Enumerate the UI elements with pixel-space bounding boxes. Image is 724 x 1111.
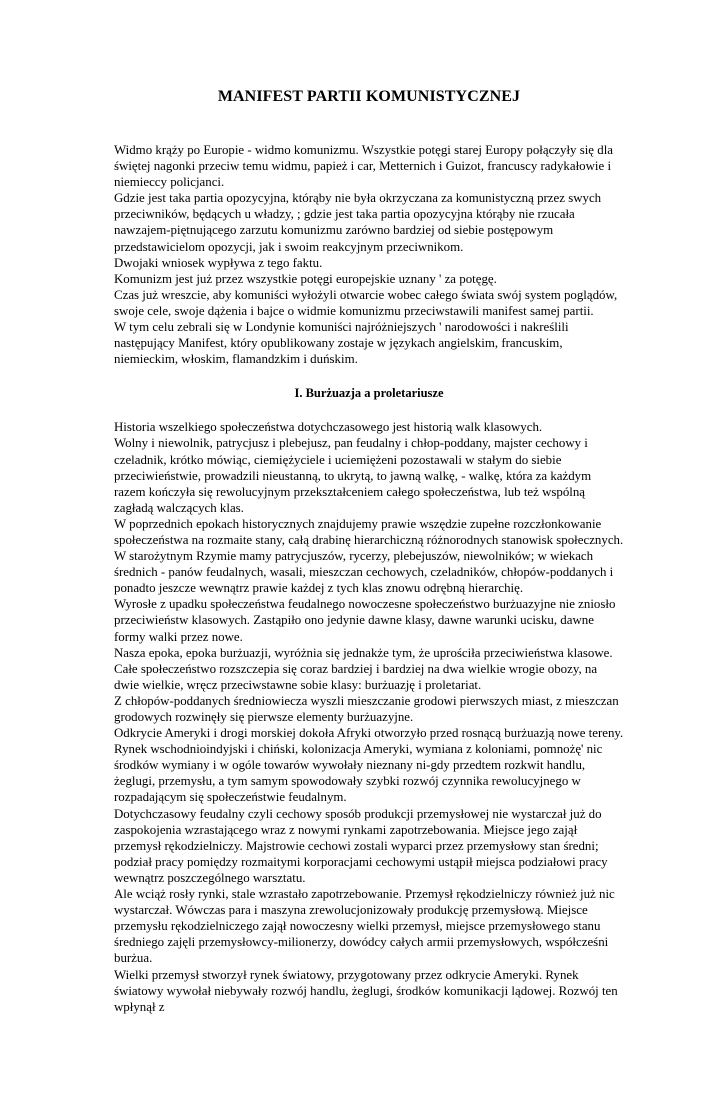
- body-paragraph: Dotychczasowy feudalny czyli cechowy sposób produkcji przemysłowej nie wystarczał już do zaspokojenia wzrastającego wraz z nowymi rynkami zapotrzebowania. Miejsce jego zajął przemysł rękodzielniczy. Majstrowie cechowi zostali wyparci przez przemysłowy stan średni; podział pracy pomiędzy rozmaitymi korporacjami cechowymi ustąpił miejsca podziałowi pracy wewnątrz poszczególnego warsztatu.: [114, 806, 608, 885]
- body-paragraph: Z chłopów-poddanych średniowiecza wyszli mieszczanie grodowi pierwszych miast, z mieszczan grodowych rozwinęły się pierwsze elementy burżuazyjne.: [114, 693, 619, 724]
- intro-paragraph: Czas już wreszcie, aby komuniści wyłożyli otwarcie wobec całego świata swój system poglądów, swoje cele, swoje dążenia i bajce o widmie komunizmu przeciwstawili manifest samej partii.: [114, 287, 618, 318]
- document-title: MANIFEST PARTII KOMUNISTYCZNEJ: [217, 88, 521, 105]
- intro-paragraph: Dwojaki wniosek wypływa z tego faktu.: [114, 255, 323, 270]
- section-body: [114, 419, 624, 1014]
- document-page: [0, 87, 724, 1111]
- intro-paragraph: Komunizm jest już przez wszystkie potęgi europejskie uznany ' za potęgę.: [114, 271, 497, 286]
- body-paragraph: W poprzednich epokach historycznych znajdujemy prawie wszędzie zupełne rozczłonkowanie społeczeństwa na rozmaite stany, całą drabinę hierarchiczną różnorodnych stanowisk społecznych. W starożytnym Rzymie mamy patrycjuszów, rycerzy, plebejuszów, niewolników; w wiekach średnich - panów feudalnych, wasali, mieszczan cechowych, czeladników, chłopów-poddanych i ponadto jeszcze wewnątrz prawie każdej z tych klas znowu odrębną hierarchię.: [114, 516, 624, 596]
- body-paragraph: Wyrosłe z upadku społeczeństwa feudalnego nowoczesne społeczeństwo burżuazyjne nie zniosło przeciwieństw klasowych. Zastąpiło ono jedynie dawne klasy, dawne warunki ucisku, dawne formy walki przez nowe.: [114, 597, 616, 644]
- intro-paragraph: Widmo krąży po Europie - widmo komunizmu. Wszystkie potęgi starej Europy połączyły się dla świętej nagonki przeciw temu widmu, papież i car, Metternich i Guizot, francuscy radykałowie i niemieccy policjanci.: [114, 143, 613, 190]
- body-paragraph: Odkrycie Ameryki i drogi morskiej dokoła Afryki otworzyło przed rosnącą burżuazją nowe tereny. Rynek wschodnioindyjski i chiński, kolonizacja Ameryki, wymiana z koloniami, pomnożę' nic środków wymiany i w ogóle towarów wywołały nieznany ni-gdy przedtem rozkwit handlu, żeglugi, przemysłu, a tym samym spowodowały szybki rozwój czynnika rewolucyjnego w rozpadającym się społeczeństwie feudalnym.: [114, 726, 624, 805]
- intro-paragraph: W tym celu zebrali się w Londynie komuniści najróżniejszych ' narodowości i nakreślili następujący Manifest, który opublikowany zostaje w językach angielskim, francuskim, niemieckim, włoskim, flamandzkim i duńskim.: [114, 320, 569, 367]
- intro-section: [114, 142, 624, 367]
- body-paragraph: Historia wszelkiego społeczeństwa dotychczasowego jest historią walk klasowych.: [114, 420, 543, 435]
- body-paragraph: Wielki przemysł stworzył rynek światowy, przygotowany przez odkrycie Ameryki. Rynek światowy wywołał niebywały rozwój handlu, żeglugi, środków komunikacji lądowej. Rozwój ten wpłynął z: [114, 967, 618, 1014]
- intro-paragraph: Gdzie jest taka partia opozycyjna, którąby nie była okrzyczana za komunistyczną przez swych przeciwników, będących u władzy, ; gdzie jest taka partia opozycyjna którąby nie rzucała nawzajem-piętnującego zarzutu komunizmu zarówno bardziej od siebie postępowym przedstawicielom opozycji, jak i swoim reakcyjnym przeciwnikom.: [114, 191, 602, 254]
- body-paragraph: Ale wciąż rosły rynki, stale wzrastało zapotrzebowanie. Przemysł rękodzielniczy również już nic wystarczał. Wówczas para i maszyna zrewolucjonizowały produkcję przemysłową. Miejsce przemysłu rękodzielniczego zajął nowoczesny wielki przemysł, miejsce przemysłowego stanu średniego zajęli przemysłowcy-milionerzy, dowódcy całych armii przemysłowych, współcześni burżua.: [114, 887, 615, 966]
- body-paragraph: Wolny i niewolnik, patrycjusz i plebejusz, pan feudalny i chłop-poddany, majster cechowy i czeladnik, krótko mówiąc, ciemiężyciele i uciemiężeni pozostawali w stałym do siebie przeciwieństwie, prowadzili nieustanną, to ukrytą, to jawną walkę, - walkę, która za każdym razem kończyła się rewolucyjnym przekształceniem całego społeczeństwa, lub też wspólną zagładą walczących klas.: [114, 436, 592, 515]
- section-heading: I. Burżuazja a proletariusze: [294, 386, 444, 401]
- body-paragraph: Nasza epoka, epoka burżuazji, wyróżnia się jednakże tym, że uprościła przeciwieństwa klasowe. Całe społeczeństwo rozszczepia się coraz bardziej i bardziej na dwa wielkie wrogie obozy, na dwie wielkie, wręcz przeciwstawne sobie klasy: burżuazję i proletariat.: [114, 645, 613, 692]
